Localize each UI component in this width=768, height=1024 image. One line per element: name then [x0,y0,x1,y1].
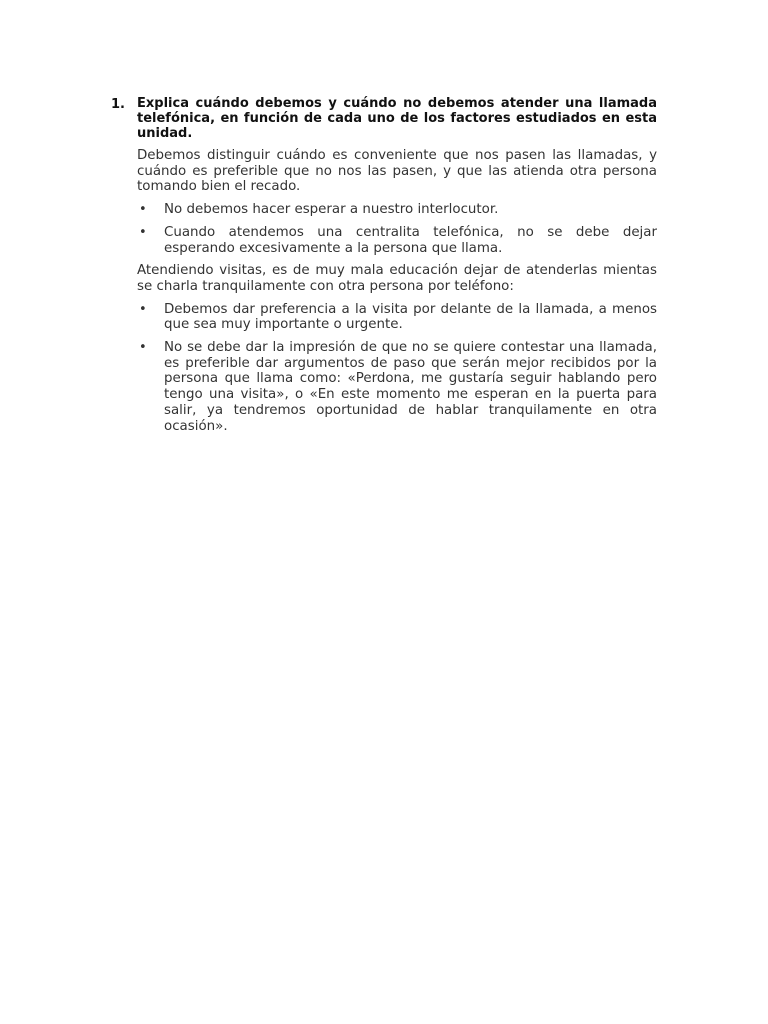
bullet-icon: • [139,202,147,218]
question-item [111,96,657,141]
bullet-list-2 [137,302,657,435]
list-item [137,202,657,218]
bullet-icon: • [139,340,147,356]
question-text: Explica cuándo debemos y cuándo no debemos atender una llamada telefónica, en función de cada uno de los factores estudiados en esta unidad. [137,96,657,141]
answer-paragraph-2: Atendiendo visitas, es de muy mala educación dejar de atenderlas mientas se charla tranquilamente con otra persona por teléfono: [137,263,657,294]
bullet-icon: • [139,301,147,317]
list-item [137,225,657,256]
document-page [111,96,657,434]
bullet-text: Debemos dar preferencia a la visita por delante de la llamada, a menos que sea muy importante o urgente. [164,301,657,333]
bullet-text: No se debe dar la impresión de que no se quiere contestar una llamada, es preferible dar argumentos de paso que serán mejor recibidos por la persona que llama como: «Perdona, me gustaría seguir hablando pero tengo una visita», o «En este momento me esperan en la puerta para salir, ya tendremos oportunidad de hablar tranquilamente en otra ocasión». [164,340,657,434]
list-item [137,302,657,333]
bullet-text: No debemos hacer esperar a nuestro interlocutor. [164,202,499,218]
answer-paragraph-1: Debemos distinguir cuándo es conveniente que nos pasen las llamadas, y cuándo es preferible que no nos las pasen, y que las atienda otra persona tomando bien el recado. [137,148,657,195]
bullet-text: Cuando atendemos una centralita telefónica, no se debe dejar esperando excesivamente a la persona que llama. [164,224,657,256]
bullet-list-1 [137,202,657,256]
answer-block [137,148,657,434]
question-number: 1. [111,97,125,112]
bullet-icon: • [139,224,147,240]
list-item [137,340,657,434]
